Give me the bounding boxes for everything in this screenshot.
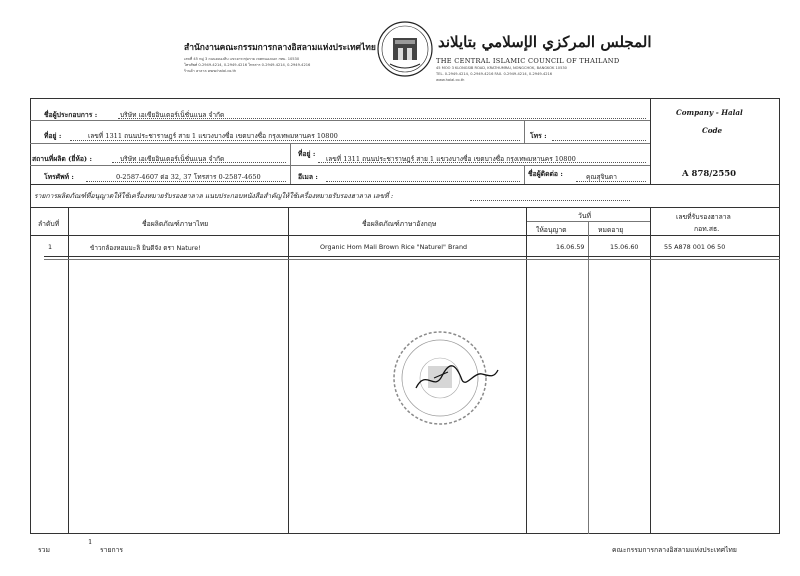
row-expiry: 15.06.60 (610, 243, 639, 251)
company-label: ชื่อผู้ประกอบการ : (44, 111, 98, 119)
org-name-ar: المجلس المركزي الإسلامي بتايلاند (438, 33, 652, 51)
contact-label: ชื่อผู้ติดต่อ : (528, 170, 563, 178)
col-no-header: ลำดับที่ (38, 220, 60, 228)
org-name-th: สำนักงานคณะกรรมการกลางอิสลามแห่งประเทศไทย (184, 43, 376, 53)
email-label: อีเมล : (298, 173, 318, 181)
product-list-note: รายการผลิตภัณฑ์ที่อนุญาตให้ใช้เครื่องหมายรับรองฮาลาล แนบประกอบหนังสือสำคัญให้ใช้เครื่องหมายรับรองฮาลาล เลขที่ : (34, 192, 394, 200)
org-name-en: THE CENTRAL ISLAMIC COUNCIL OF THAILAND (436, 57, 620, 65)
address-value: เลขที่ 1311 ถนนประชาราษฎร์ สาย 1 แขวงบางซื่อ เขตบางซื่อ กรุงเทพมหานคร 10800 (88, 132, 338, 140)
row-name-en: Organic Hom Mali Brown Rice "Naturel" Brand (320, 243, 468, 251)
row-no: 1 (48, 243, 53, 251)
org-web-en: www.halal.co.th (436, 78, 465, 82)
tel-label: โทรศัพท์ : (44, 173, 74, 181)
row-name-th: ข้าวกล้องหอมมะลิ ยินดีจัง ตรา Nature! (90, 244, 201, 252)
total-count: 1 (88, 538, 93, 546)
factory-value: บริษัท เอเซียอินเตอร์เน็ชั่นแนล จำกัด (120, 155, 225, 163)
col-approved-header: ให้อนุญาต (536, 226, 567, 234)
total-label: รวม (38, 546, 50, 554)
factory-address-value: เลขที่ 1311 ถนนประชาราษฎร์ สาย 1 แขวงบางซื่อ เขตบางซื่อ กรุงเทพมหานคร 10800 (326, 155, 576, 163)
company-halal-label: Company - Halal (676, 108, 743, 117)
tel-value: 0-2587-4607 ต่อ 32, 37 โทรสาร 0-2587-4650 (116, 173, 261, 181)
code-label: Code (702, 126, 723, 135)
col-cert-no-header-2: กอท.สธ. (694, 225, 720, 233)
org-phone-th: โทรศัพท์ 0-2949-4214, 0-2949-4216 โทรสาร 0-2949-4214, 0-2949-4216 (184, 63, 311, 67)
col-cert-no-header-1: เลขที่รับรองฮาลาล (676, 213, 731, 221)
address-label: ที่อยู่ : (44, 132, 62, 140)
row-cert-no: 55 A878 001 06 50 (664, 243, 726, 251)
org-address-th: เลขที่ 45 หมู่ 3 ถนนคลองสิบ แขวงกระทุ่มราย เขตหนองจอก กทม. 10530 (184, 57, 300, 61)
col-name-en-header: ชื่อผลิตภัณฑ์ภาษาอังกฤษ (362, 220, 437, 228)
factory-address-label: ที่อยู่ : (298, 150, 316, 158)
col-date-group-header: วันที่ (578, 212, 591, 220)
row-approved: 16.06.59 (556, 243, 585, 251)
council-emblem-icon (376, 20, 434, 78)
col-name-th-header: ชื่อผลิตภัณฑ์ภาษาไทย (142, 220, 209, 228)
org-web-th: ร้านค้า ฮาลาล www.halal.co.th (184, 69, 237, 73)
factory-label: สถานที่ผลิต (ยี่ห้อ) : (32, 155, 92, 163)
items-label: รายการ (100, 546, 124, 554)
halal-code-value: A 878/2550 (682, 169, 737, 179)
contact-value: คุณสุจินดา (586, 173, 617, 181)
signature-icon (412, 358, 502, 398)
org-address-en: 45 MOO 3 KLONGSIB ROAD, KRATHUMRAI, NONGCHOK, BANGKOK 10530 (436, 66, 567, 70)
committee-signature-label: คณะกรรมการกลางอิสลามแห่งประเทศไทย (612, 546, 737, 554)
company-value: บริษัท เอเซียอินเตอร์เน็ชั่นแนล จำกัด (120, 111, 225, 119)
org-phone-en: TEL. 0-2949-4214, 0-2949-4216 FAX. 0-2949-4214, 0-2949-4216 (436, 72, 553, 76)
col-expiry-header: หมดอายุ (598, 226, 624, 234)
phone-label-short: โทร : (530, 132, 547, 140)
